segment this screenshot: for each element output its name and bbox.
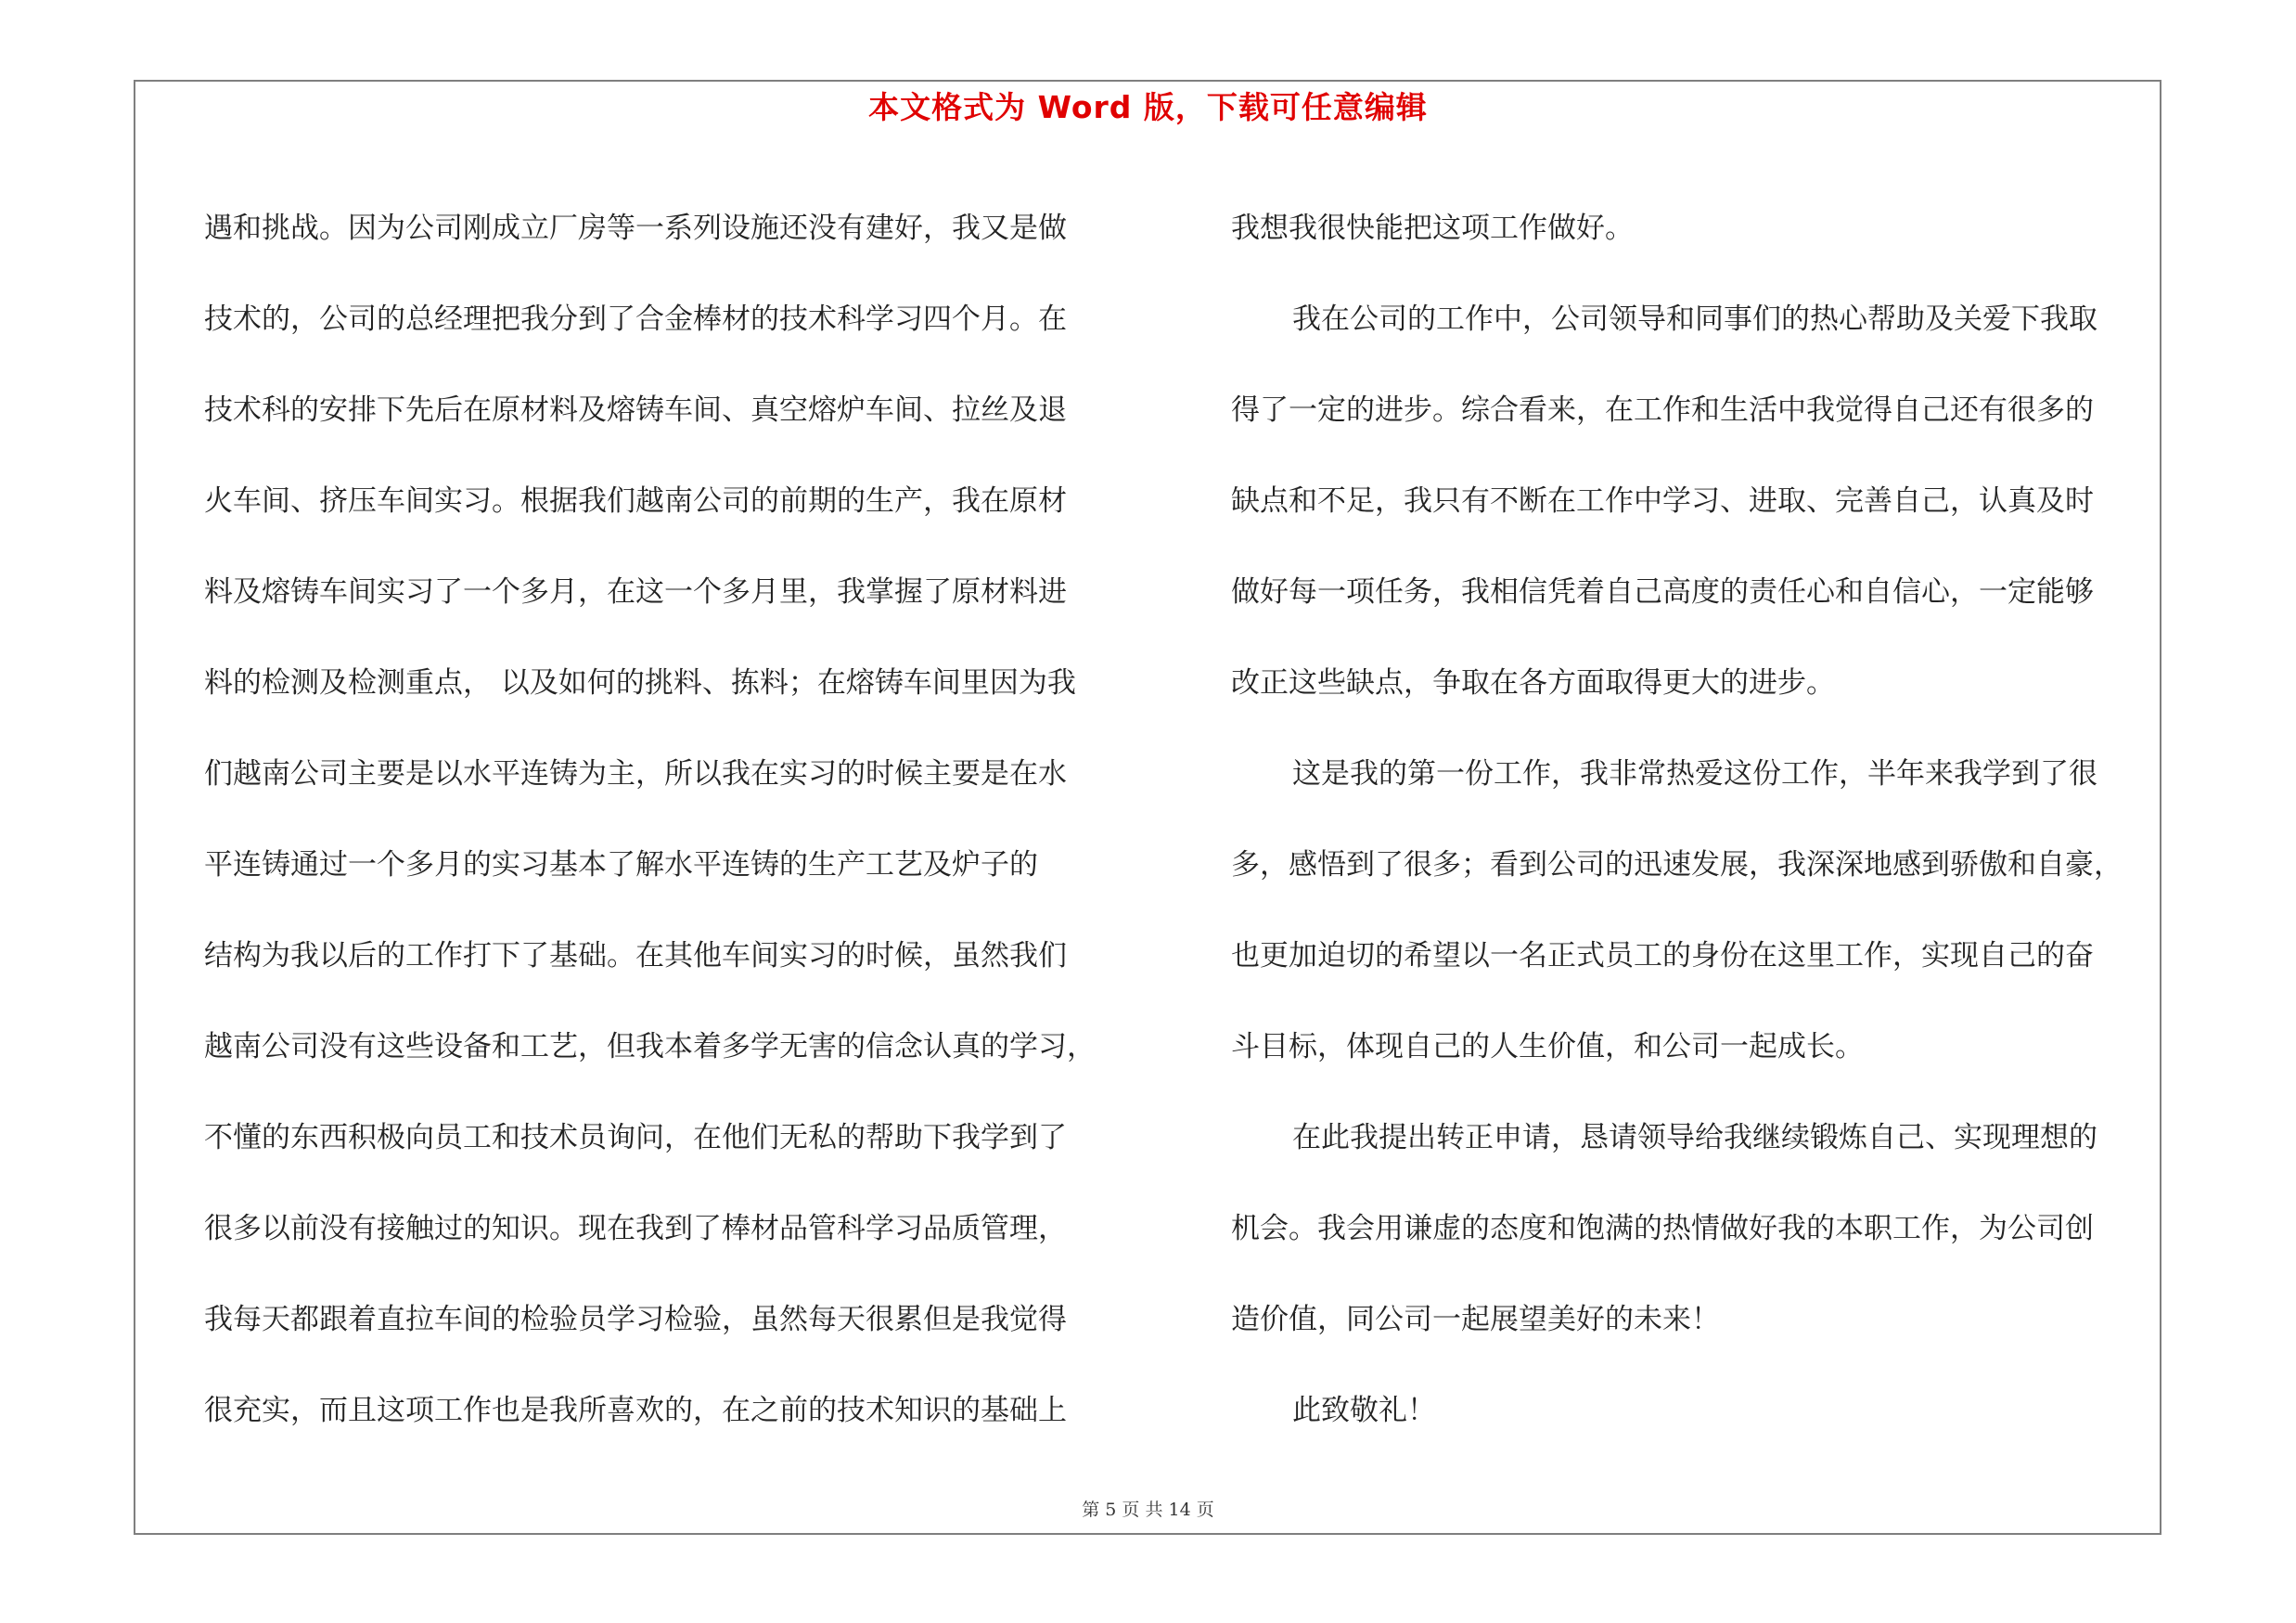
text-line: 斗目标，体现自己的人生价值，和公司一起成长。 [1231, 1030, 1864, 1063]
text-line: 们越南公司主要是以水平连铸为主，所以我在实习的时候主要是在水 [204, 757, 1067, 791]
text-line: 我在公司的工作中，公司领导和同事们的热心帮助及关爱下我取 [1292, 303, 2097, 336]
text-line: 不懂的东西积极向员工和技术员询问，在他们无私的帮助下我学到了 [204, 1121, 1067, 1154]
text-line: 结构为我以后的工作打下了基础。在其他车间实习的时候，虽然我们 [204, 939, 1067, 973]
text-line: 改正这些缺点，争取在各方面取得更大的进步。 [1231, 666, 1835, 700]
right-text-column [1231, 183, 2159, 1456]
text-line: 多，感悟到了很多；看到公司的迅速发展，我深深地感到骄傲和自豪， [1231, 848, 2123, 882]
text-line: 缺点和不足，我只有不断在工作中学习、进取、完善自己，认真及时 [1231, 484, 2094, 518]
text-line: 机会。我会用谦虚的态度和饱满的热情做好我的本职工作，为公司创 [1231, 1212, 2094, 1245]
text-line: 平连铸通过一个多月的实习基本了解水平连铸的生产工艺及炉子的 [204, 848, 1038, 882]
page-number-footer: 第 5 页 共 14 页 [1082, 1500, 1214, 1520]
left-text-column [204, 183, 1132, 1456]
text-line: 得了一定的进步。综合看来，在工作和生活中我觉得自己还有很多的 [1231, 393, 2094, 427]
text-line: 料的检测及检测重点， 以及如何的挑料、拣料；在熔铸车间里因为我 [204, 666, 1076, 700]
text-line: 遇和挑战。因为公司刚成立厂房等一系列设施还没有建好，我又是做 [204, 212, 1067, 245]
text-line: 我每天都跟着直拉车间的检验员学习检验，虽然每天很累但是我觉得 [204, 1303, 1067, 1336]
text-line: 技术的，公司的总经理把我分到了合金棒材的技术科学习四个月。在 [204, 303, 1067, 336]
text-line: 也更加迫切的希望以一名正式员工的身份在这里工作，实现自己的奋 [1231, 939, 2094, 973]
text-line: 做好每一项任务，我相信凭着自己高度的责任心和自信心，一定能够 [1231, 575, 2094, 609]
text-line: 此致敬礼！ [1292, 1394, 1436, 1427]
text-line: 这是我的第一份工作，我非常热爱这份工作，半年来我学到了很 [1292, 757, 2097, 791]
text-line: 越南公司没有这些设备和工艺，但我本着多学无害的信念认真的学习， [204, 1030, 1096, 1063]
text-line: 我想我很快能把这项工作做好。 [1231, 212, 1634, 245]
text-line: 在此我提出转正申请，恳请领导给我继续锻炼自己、实现理想的 [1292, 1121, 2097, 1154]
text-line: 料及熔铸车间实习了一个多月，在这一个多月里，我掌握了原材料进 [204, 575, 1067, 609]
text-line: 很充实，而且这项工作也是我所喜欢的，在之前的技术知识的基础上 [204, 1394, 1067, 1427]
text-line: 技术科的安排下先后在原材料及熔铸车间、真空熔炉车间、拉丝及退 [204, 393, 1067, 427]
format-banner: 本文格式为 Word 版，下载可任意编辑 [868, 89, 1428, 125]
text-line: 很多以前没有接触过的知识。现在我到了棒材品管科学习品质管理， [204, 1212, 1067, 1245]
text-line: 造价值，同公司一起展望美好的未来！ [1231, 1303, 1720, 1336]
text-line: 火车间、挤压车间实习。根据我们越南公司的前期的生产，我在原材 [204, 484, 1067, 518]
